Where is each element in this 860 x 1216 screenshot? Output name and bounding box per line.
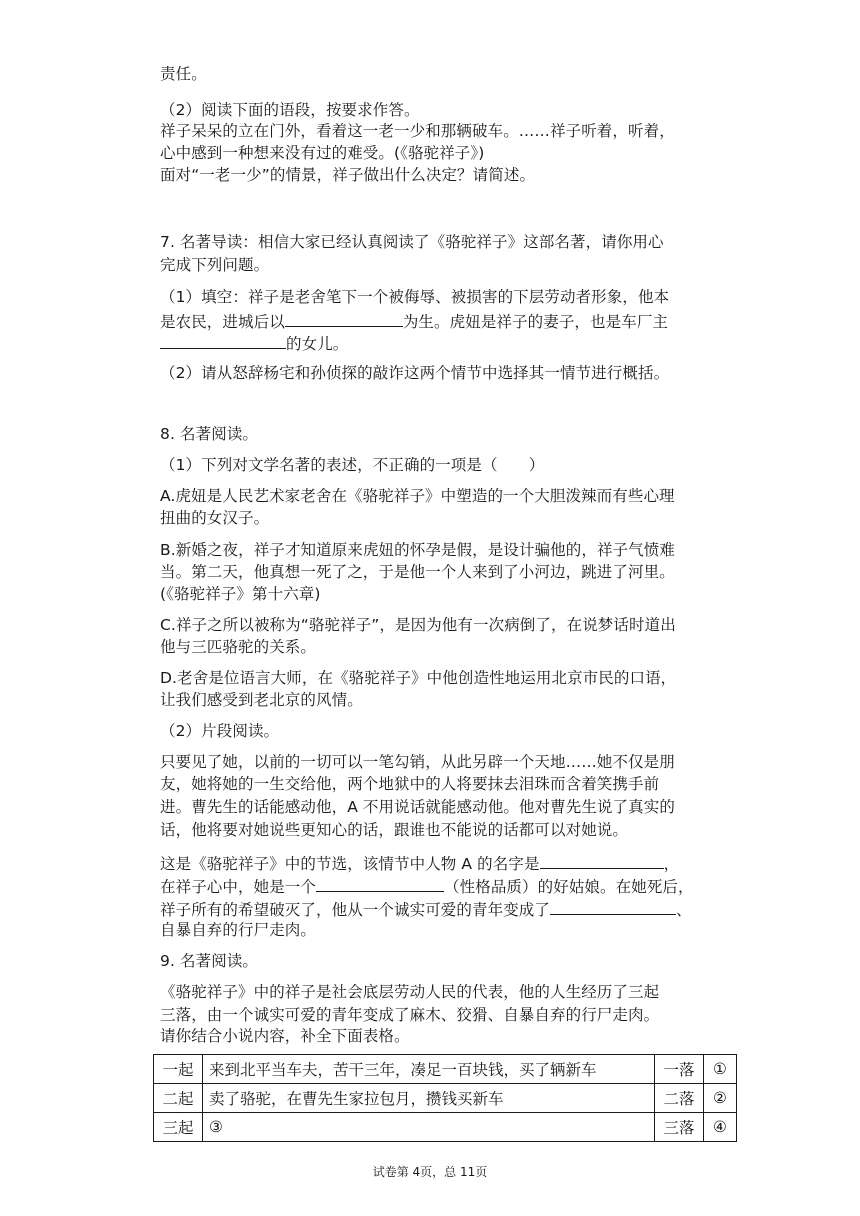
answer-marker-cell[interactable]: ④ — [704, 1113, 737, 1142]
table-row — [154, 1055, 737, 1084]
table-row — [154, 1084, 737, 1113]
text-segment: 为生。虎妞是祥子的妻子，也是车厂主 — [402, 313, 669, 331]
rise-cell: 二起 — [154, 1084, 203, 1113]
passage-line: 心中感到一种想来没有过的难受。(《骆驼祥子》) — [160, 144, 485, 162]
description-cell: 卖了骆驼，在曹先生家拉包月，攒钱买新车 — [203, 1084, 655, 1113]
page-footer: 试卷第 4页，总 11页 — [372, 1165, 488, 1179]
question-line: 面对“一老一少”的情景，祥子做出什么决定？请简述。 — [160, 166, 536, 184]
question-8-1-line: （1）下列对文学名著的表述，不正确的一项是（ ） — [160, 456, 545, 474]
question-9-heading: 9. 名著阅读。 — [160, 952, 259, 970]
question-8-2-line — [160, 875, 694, 897]
question-8-2-line — [160, 898, 692, 920]
text-segment: 的女儿。 — [286, 335, 349, 353]
passage-line: 祥子呆呆的立在门外，看着这一老一少和那辆破车。……祥子听着，听着， — [160, 122, 675, 140]
text-segment: 祥子所有的希望破灭了，他从一个诚实可爱的青年变成了 — [160, 901, 551, 919]
passage-line: 进。曹先生的话能感动他，A 不用说话就能感动他。他对曹先生说了真实的 — [160, 798, 675, 816]
question-8-2-line: 自暴自弃的行尸走肉。 — [160, 921, 317, 939]
rise-cell: 三起 — [154, 1113, 203, 1142]
question-7-1-line — [160, 332, 348, 354]
fall-cell: 二落 — [655, 1084, 704, 1113]
text-segment: 在祥子心中，她是一个 — [160, 878, 317, 896]
text-line: 完成下列问题。 — [160, 256, 270, 274]
option-b-line: 当。第二天，他真想一死了之，于是他一个人来到了小河边，跳进了河里。 — [160, 563, 675, 581]
question-8-2-line — [160, 852, 679, 874]
question-8-2-prompt: （2）片段阅读。 — [160, 722, 280, 740]
answer-marker-cell[interactable]: ② — [704, 1084, 737, 1113]
option-c-line: 他与三匹骆驼的关系。 — [160, 638, 317, 656]
fall-cell: 三落 — [655, 1113, 704, 1142]
option-a-line: 扭曲的女汉子。 — [160, 509, 270, 527]
option-b-line: (《骆驼祥子》第十六章) — [160, 585, 321, 603]
question-9-line: 《骆驼祥子》中的祥子是社会底层劳动人民的代表，他的人生经历了三起 — [160, 983, 660, 1001]
option-a-line: A.虎妞是人民艺术家老舍在《骆驼祥子》中塑造的一个大胆泼辣而有些心理 — [160, 487, 675, 505]
fall-cell: 一落 — [655, 1055, 704, 1084]
question-7-1-line: （1）填空：祥子是老舍笔下一个被侮辱、被损害的下层劳动者形象，他本 — [160, 288, 670, 306]
text-segment: （性格品质）的好姑娘。在她死后， — [444, 878, 694, 896]
answer-blank[interactable] — [540, 852, 664, 869]
question-8-heading: 8. 名著阅读。 — [160, 425, 259, 443]
answer-blank[interactable] — [550, 898, 676, 915]
answer-marker-cell[interactable]: ① — [704, 1055, 737, 1084]
text-segment: ， — [663, 855, 680, 873]
text-segment: 、 — [676, 901, 692, 919]
passage-line: 话，他将要对她说些更知心的话，跟谁也不能说的话都可以对她说。 — [160, 821, 629, 839]
description-cell: 来到北平当车夫，苦干三年，凑足一百块钱，买了辆新车 — [203, 1055, 655, 1084]
answer-blank[interactable] — [160, 332, 286, 349]
text-line: 责任。 — [160, 65, 207, 83]
question-9-line: 请你结合小说内容，补全下面表格。 — [160, 1027, 410, 1045]
question-9-line: 三落，由一个诚实可爱的青年变成了麻木、狡猾、自暴自弃的行尸走肉。 — [160, 1006, 660, 1024]
rise-cell: 一起 — [154, 1055, 203, 1084]
question-7-1-line — [160, 310, 668, 332]
option-d-line: 让我们感受到老北京的风情。 — [160, 691, 363, 709]
description-cell[interactable]: ③ — [203, 1113, 655, 1142]
rise-fall-table — [153, 1054, 737, 1142]
answer-blank[interactable] — [316, 875, 444, 892]
passage-line: 只要见了她，以前的一切可以一笔勾销，从此另辟一个天地……她不仅是朋 — [160, 753, 675, 771]
option-d-line: D.老舍是位语言大师，在《骆驼祥子》中他创造性地运用北京市民的口语， — [160, 669, 677, 687]
option-b-line: B.新婚之夜，祥子才知道原来虎妞的怀孕是假，是设计骗他的，祥子气愤难 — [160, 541, 675, 559]
question-7-2-line: （2）请从怒辞杨宅和孙侦探的敲诈这两个情节中选择其一情节进行概括。 — [160, 364, 670, 382]
answer-blank[interactable] — [285, 310, 403, 327]
question-6-2-prompt: （2）阅读下面的语段，按要求作答。 — [160, 101, 420, 119]
passage-line: 友，她将她的一生交给他，两个地狱中的人将要抹去泪珠而含着笑携手前 — [160, 775, 660, 793]
option-c-line: C.祥子之所以被称为“骆驼祥子”，是因为他有一次病倒了，在说梦话时道出 — [160, 616, 676, 634]
table-row — [154, 1113, 737, 1142]
text-segment: 这是《骆驼祥子》中的节选，该情节中人物 A 的名字是 — [160, 855, 540, 873]
question-7-heading: 7. 名著导读：相信大家已经认真阅读了《骆驼祥子》这部名著，请你用心 — [160, 233, 664, 251]
text-segment: 是农民，进城后以 — [160, 313, 285, 331]
